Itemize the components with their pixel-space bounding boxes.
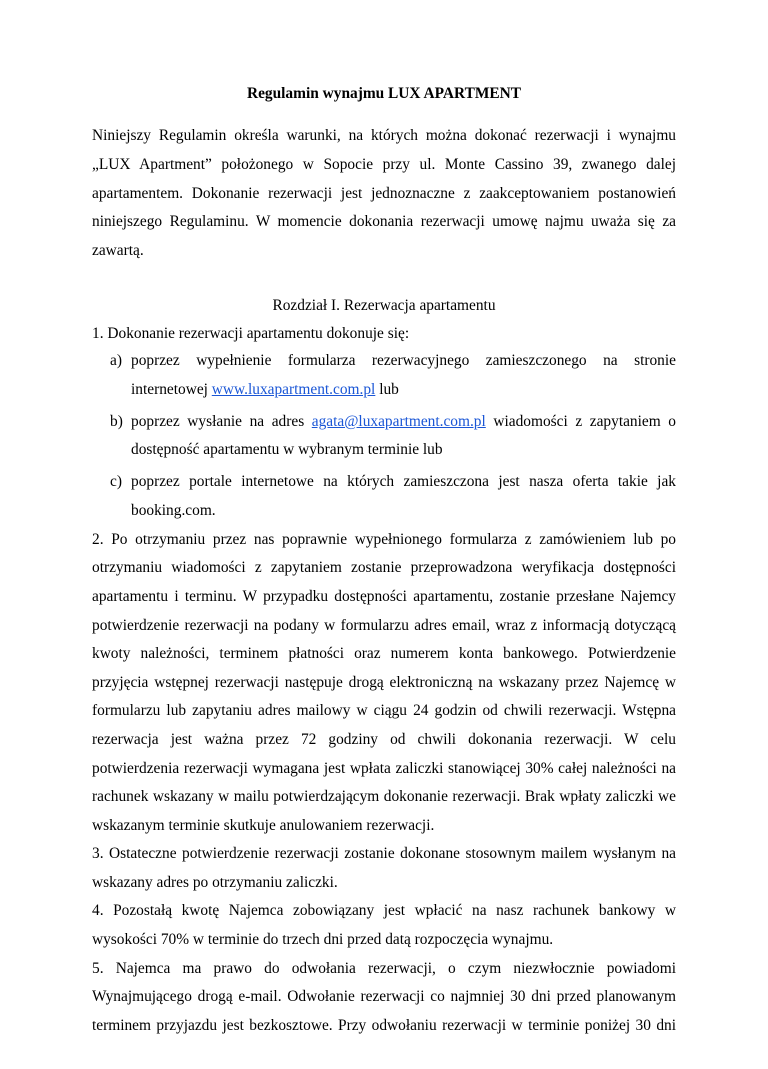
list-marker: b)	[110, 412, 123, 430]
intro-paragraph: Niniejszy Regulamin określa warunki, na których można dokonać rezerwacji i wynajmu „LUX Apartment” położonego w Sopocie przy ul. Monte Cassino 39, zwanego dalej apartamentem. Dokonanie rezerwacji jest jednoznaczne z zaakceptowaniem postanowień niniejszego Regulaminu. W momencie dokonania rezerwacji umowę najmu uważa się za zawartą.	[92, 127, 676, 260]
list-item-text: poprzez portale internetowe na których zamieszczona jest nasza oferta takie jak booking.com.	[131, 473, 676, 519]
list-marker: a)	[110, 351, 122, 369]
section-4-paragraph: 4. Pozostałą kwotę Najemca zobowiązany jest wpłacić na nasz rachunek bankowy w wysokości 70% w terminie do trzech dni przed datą rozpoczęcia wynajmu.	[92, 902, 676, 949]
document-title: Regulamin wynajmu LUX APARTMENT	[246, 85, 522, 102]
list-marker: c)	[110, 473, 122, 491]
document-page	[92, 84, 676, 1069]
section-2-paragraph: 2. Po otrzymaniu przez nas poprawnie wypełnionego formularza z zamówieniem lub po otrzymaniu wiadomości z zapytaniem zostanie przeprowadzona weryfikacja dostępności apartamentu i terminu. W przypadku dostępności apartamentu, zostanie przesłane Najemcy potwierdzenie rezerwacji na podany w formularzu adres email, wraz z informacją dotyczącą kwoty należności, terminem płatności oraz numerem konta bankowego. Potwierdzenie przyjęcia wstępnej rezerwacji następuje drogą elektroniczną na wskazany przez Najemcę w formularzu lub zapytaniu adres mailowy w ciągu 24 godzin od chwili rezerwacji. Wstępna rezerwacja jest ważna przez 72 godziny od chwili dokonania rezerwacji. W celu potwierdzenia rezerwacji wymagana jest wpłata zaliczki stanowiącej 30% całej należności na rachunek wskazany w mailu potwierdzającym dokonanie rezerwacji. Brak wpłaty zaliczki we wskazanym terminie skutkuje anulowaniem rezerwacji.	[92, 530, 676, 834]
section-1-lead: 1. Dokonanie rezerwacji apartamentu dokonuje się:	[92, 324, 410, 342]
list-item-text: lub	[375, 380, 399, 398]
website-link[interactable]: www.luxapartment.com.pl	[211, 380, 376, 398]
email-link[interactable]: agata@luxapartment.com.pl	[311, 412, 486, 430]
list-item	[92, 408, 676, 466]
list-item	[92, 468, 676, 526]
list-item-text: wiadomości z zapytaniem o dostępność apartamentu w wybranym terminie lub	[131, 412, 676, 459]
list-item	[92, 347, 676, 405]
list-item-text: poprzez wypełnienie formularza rezerwacyjnego zamieszczonego na stronie internetowej	[131, 351, 676, 398]
section-3-paragraph: 3. Ostateczne potwierdzenie rezerwacji zostanie dokonane stosownym mailem wysłanym na wskazany adres po otrzymaniu zaliczki.	[92, 845, 676, 891]
chapter-heading: Rozdział I. Rezerwacja apartamentu	[272, 296, 496, 314]
reservation-methods-list	[92, 347, 676, 526]
section-5-paragraph: 5. Najemca ma prawo do odwołania rezerwacji, o czym niezwłocznie powiadomi Wynajmującego drogą e-mail. Odwołanie rezerwacji co najmniej 30 dni przed planowanym terminem przyjazdu jest bezkosztowe. Przy odwołaniu rezerwacji w terminie poniżej 30 dni	[92, 959, 676, 1034]
list-item-text: poprzez wysłanie na adres	[131, 412, 312, 430]
